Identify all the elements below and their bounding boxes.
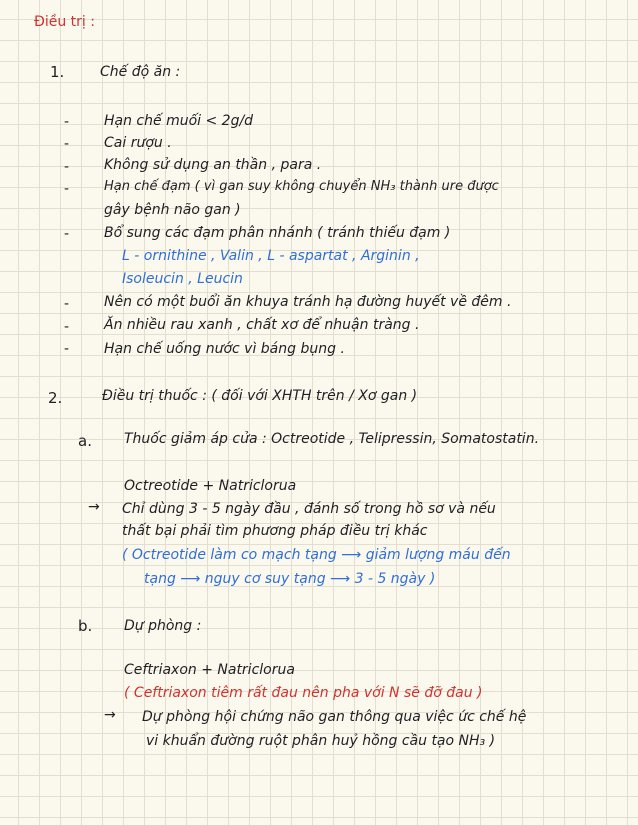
drug-combination: Ceftriaxon + Natriclorua <box>124 662 295 678</box>
subsection-a-title: Thuốc giảm áp cửa : Octreotide , Telipressin, Somatostatin. <box>124 431 540 447</box>
note-line: thất bại phải tìm phương pháp điều trị khác <box>122 523 428 539</box>
section-1-number: 1. <box>50 63 65 81</box>
subsection-b-title: Dự phòng : <box>124 618 202 634</box>
drug-combination: Octreotide + Natriclorua <box>124 478 297 494</box>
amino-acid-list: Isoleucin , Leucin <box>122 271 243 287</box>
octreotide-explanation: tạng ⟶ nguy cơ suy tạng ⟶ 3 - 5 ngày ) <box>144 571 436 587</box>
list-item: Nên có một buổi ăn khuya tránh hạ đường huyết về đêm . <box>104 294 512 310</box>
list-item: Hạn chế muối < 2g/d <box>104 113 254 129</box>
arrow-icon: → <box>104 707 116 723</box>
list-item: Hạn chế đạm ( vì gan suy không chuyển NH₃ thành ure được <box>104 179 499 194</box>
bullet-dash: - <box>64 226 70 242</box>
arrow-icon: → <box>88 499 100 515</box>
list-item-continued: gây bệnh não gan ) <box>104 202 241 218</box>
page-heading: Điều trị : <box>34 14 95 30</box>
list-item: Bổ sung các đạm phân nhánh ( tránh thiếu đạm ) <box>104 225 451 241</box>
section-2-number: 2. <box>48 389 63 407</box>
bullet-dash: - <box>64 159 70 175</box>
section-2-title: Điều trị thuốc : ( đối với XHTH trên / Xơ gan ) <box>102 388 418 404</box>
note-line: vi khuẩn đường ruột phân huỷ hồng cầu tạo NH₃ ) <box>146 733 496 749</box>
bullet-dash: - <box>64 114 70 130</box>
bullet-dash: - <box>64 181 70 197</box>
octreotide-explanation: ( Octreotide làm co mạch tạng ⟶ giảm lượng máu đến <box>122 547 511 563</box>
list-item: Ăn nhiều rau xanh , chất xơ để nhuận tràng . <box>104 317 420 333</box>
bullet-dash: - <box>64 319 70 335</box>
list-item: Không sử dụng an thần , para . <box>104 157 322 173</box>
subsection-b-label: b. <box>78 617 93 635</box>
note-line: Dự phòng hội chứng não gan thông qua việc ức chế hệ <box>142 709 527 725</box>
list-item: Cai rượu . <box>104 135 172 151</box>
section-1-title: Chế độ ăn : <box>100 64 181 80</box>
subsection-a-label: a. <box>78 432 92 450</box>
bullet-dash: - <box>64 136 70 152</box>
amino-acid-list: L - ornithine , Valin , L - aspartat , Arginin , <box>122 248 420 264</box>
bullet-dash: - <box>64 341 70 357</box>
bullet-dash: - <box>64 296 70 312</box>
ceftriaxon-note: ( Ceftriaxon tiêm rất đau nên pha với N sẽ đỡ đau ) <box>124 685 483 701</box>
note-line: Chỉ dùng 3 - 5 ngày đầu , đánh số trong hồ sơ và nếu <box>122 501 496 517</box>
list-item: Hạn chế uống nước vì báng bụng . <box>104 341 345 357</box>
